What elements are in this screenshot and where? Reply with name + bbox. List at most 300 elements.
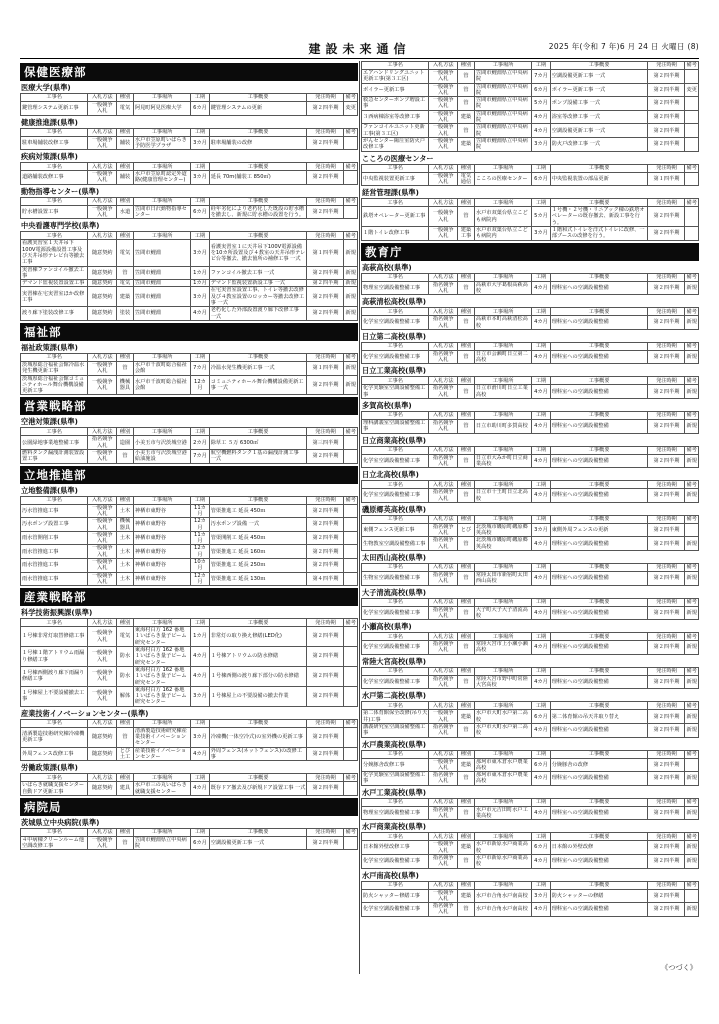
header-note: 備考 bbox=[345, 774, 356, 781]
header-note: 備考 bbox=[345, 829, 356, 836]
cell-note bbox=[344, 686, 358, 706]
cell-place: 神栖市東野谷 bbox=[133, 518, 190, 532]
cell-timing: 第２四半期 bbox=[307, 266, 344, 280]
cell-summary: 冷温水発生機更新工事 一式 bbox=[209, 361, 307, 375]
cell-method: 随意契約 bbox=[88, 287, 117, 307]
cell-timing: 第２四半期 bbox=[307, 782, 344, 796]
cell-method: 一般競争入札 bbox=[88, 171, 117, 185]
cell-name: 鉄塔オペレーター更新工事 bbox=[362, 207, 429, 227]
cell-summary: 経年劣化により老朽化した既設の貯水槽を撤去し、新規に貯水槽の設置を行う。 bbox=[209, 205, 307, 219]
cell-summary: 理科室への空調設備整備 bbox=[550, 571, 648, 585]
project-table bbox=[20, 162, 358, 185]
header-period: 工期 bbox=[532, 702, 551, 710]
cell-period: 12カ月 bbox=[191, 545, 210, 559]
department-heading: 立地推進部 bbox=[20, 466, 358, 484]
table-row bbox=[362, 758, 699, 772]
table-row bbox=[362, 97, 699, 111]
cell-name: 分娩豚舎改修工事 bbox=[362, 758, 429, 772]
header-period: 工期 bbox=[191, 496, 210, 504]
cell-summary: 日本館の外壁改修 bbox=[550, 841, 648, 855]
header-type: 種別 bbox=[458, 633, 475, 641]
cell-note bbox=[685, 110, 699, 124]
header-summary: 工事概要 bbox=[550, 702, 648, 710]
cell-type: 管 bbox=[458, 772, 475, 786]
header-note: 備考 bbox=[686, 412, 697, 419]
cell-period: 4カ月 bbox=[532, 772, 551, 786]
cell-type: 管 bbox=[458, 124, 475, 138]
division-heading: 日立第二高校(県準) bbox=[362, 331, 427, 341]
header-name: 工事名 bbox=[362, 667, 429, 675]
cell-place: 水戸市新原水戸商業高校 bbox=[474, 854, 531, 868]
cell-timing: 第２四半期 bbox=[307, 375, 344, 395]
department-heading: 病院局 bbox=[20, 798, 358, 816]
cell-timing: 第１四半期 bbox=[307, 240, 344, 266]
table-row bbox=[362, 710, 699, 724]
cell-summary: 冷凍機(一体空冷式)の室外機の更新工事 bbox=[209, 727, 307, 747]
cell-place: 東海村白方 162 番地１いばらき量子ビーム研究センター bbox=[133, 627, 190, 647]
table-header-row bbox=[21, 828, 358, 836]
header-timing: 発注時期 bbox=[648, 881, 685, 889]
cell-name: 雨水管推進工事 bbox=[21, 545, 88, 559]
cell-summary: 延長 70m(舗装工 850㎡) bbox=[209, 171, 307, 185]
cell-period: 12カ月 bbox=[191, 375, 210, 395]
cell-timing: 第２四半期 bbox=[648, 758, 685, 772]
cell-summary: １号棟アトリウムの防水修繕 bbox=[209, 647, 307, 667]
cell-timing: 第２四半期 bbox=[648, 523, 685, 537]
division-heading: 産業技術イノベーションセンター(県準) bbox=[21, 708, 149, 718]
division-heading: 日立北高校(県準) bbox=[362, 470, 419, 480]
table-header-row bbox=[362, 881, 699, 889]
header-note: 備考 bbox=[345, 619, 356, 626]
cell-place: 小美玉市与沢茨城空港 bbox=[133, 436, 190, 450]
header-method: 入札方法 bbox=[429, 412, 458, 420]
header-note: 備考 bbox=[686, 702, 697, 709]
cell-note: 新規 bbox=[685, 454, 699, 468]
cell-name: デマンド監視装置設置工事 bbox=[21, 280, 88, 287]
header-method: 入札方法 bbox=[429, 750, 458, 758]
header-period: 工期 bbox=[532, 881, 551, 889]
cell-timing: 第２四半期 bbox=[648, 97, 685, 111]
header-type: 種別 bbox=[117, 619, 134, 627]
cell-period: 3カ月 bbox=[532, 523, 551, 537]
cell-place: 水戸市双葉台県立こども病院内 bbox=[474, 207, 531, 227]
cell-period: 3カ月 bbox=[191, 287, 210, 307]
cell-place: 那珂市東木倉水戸農業高校 bbox=[474, 758, 531, 772]
table-row bbox=[362, 281, 699, 295]
table-row bbox=[21, 647, 358, 667]
cell-type: 建築 bbox=[458, 841, 475, 855]
cell-timing: 第２四半期 bbox=[648, 70, 685, 84]
cell-type: 電気 bbox=[117, 240, 134, 266]
header-method: 入札方法 bbox=[88, 197, 117, 205]
cell-name: 化学室空調設備整備工事 bbox=[362, 854, 429, 868]
header-name: 工事名 bbox=[362, 798, 429, 806]
header-name: 工事名 bbox=[362, 750, 429, 758]
header-method: 入札方法 bbox=[88, 496, 117, 504]
project-table bbox=[361, 446, 699, 469]
header-place: 工事場所 bbox=[474, 342, 531, 350]
cell-type: 土木 bbox=[117, 558, 134, 572]
header-period: 工期 bbox=[532, 750, 551, 758]
header-summary: 工事概要 bbox=[209, 128, 307, 136]
header-name: 工事名 bbox=[21, 619, 88, 627]
table-row bbox=[362, 537, 699, 551]
header-summary: 工事概要 bbox=[209, 774, 307, 782]
header-period: 工期 bbox=[532, 164, 551, 172]
cell-type: 管 bbox=[117, 727, 134, 747]
cell-type: 管 bbox=[458, 606, 475, 620]
cell-summary: 理科室への空調設備整備 bbox=[550, 723, 648, 737]
cell-summary: 中央監視装置の部品更新 bbox=[550, 172, 648, 186]
project-table bbox=[361, 832, 699, 868]
header-type: 種別 bbox=[117, 353, 134, 361]
table-row bbox=[21, 747, 358, 761]
header-summary: 工事概要 bbox=[209, 163, 307, 171]
header-type: 種別 bbox=[458, 446, 475, 454]
header-summary: 工事概要 bbox=[209, 828, 307, 836]
cell-method: 一般競争入札 bbox=[429, 70, 458, 84]
cell-summary: コミュニティホール舞台機構設備更新工事 一式 bbox=[209, 375, 307, 395]
cell-method: 一般競争入札 bbox=[429, 758, 458, 772]
division-heading: 小瀬高校(県準) bbox=[362, 622, 412, 632]
header-summary: 工事概要 bbox=[550, 833, 648, 841]
cell-method: 指名競争入札 bbox=[429, 903, 458, 917]
cell-timing: 第２四半期 bbox=[648, 385, 685, 399]
cell-period: 6カ月 bbox=[191, 102, 210, 116]
division-heading: 福祉政策課(県準) bbox=[21, 342, 78, 352]
cell-place: 東海村白方 162 番地１いばらき量子ビーム研究センター bbox=[133, 686, 190, 706]
header-place: 工事場所 bbox=[474, 446, 531, 454]
cell-place: 阿見町阿見医療大学 bbox=[133, 102, 190, 116]
cell-name: がんセンター陽圧室防火戸改修工事 bbox=[362, 137, 429, 151]
cell-summary: 老朽化した外部設置渡り廊下改修工事 一式 bbox=[209, 307, 307, 321]
cell-type: 防水 bbox=[117, 666, 134, 686]
header-period: 工期 bbox=[532, 273, 551, 281]
cell-method: 指名競争入札 bbox=[429, 350, 458, 364]
header-type: 種別 bbox=[117, 232, 134, 240]
cell-name: エアハンドリングユニット更新工事(第３工区) bbox=[362, 70, 429, 84]
header-name: 工事名 bbox=[362, 308, 429, 316]
cell-type: 舗装 bbox=[117, 171, 134, 185]
header-note: 備考 bbox=[686, 199, 697, 206]
header-place: 工事場所 bbox=[133, 232, 190, 240]
cell-note: 新規 bbox=[344, 361, 358, 375]
cell-summary: 外周フェンス(ネットフェンス)の改修工事 bbox=[209, 747, 307, 761]
cell-place: 大子町大子大子清流高校 bbox=[474, 606, 531, 620]
header-summary: 工事概要 bbox=[209, 719, 307, 727]
cell-period: 6カ月 bbox=[532, 83, 551, 97]
table-header-row bbox=[21, 232, 358, 240]
header-period: 工期 bbox=[532, 199, 551, 207]
cell-timing: 第２四半期 bbox=[648, 710, 685, 724]
header-method: 入札方法 bbox=[88, 428, 117, 436]
header-note: 備考 bbox=[345, 496, 356, 503]
cell-name: 物理室空調設備整備工事 bbox=[362, 806, 429, 820]
cell-name: いばらき就職支援センター自動ドア更新工事 bbox=[21, 782, 88, 796]
header-type: 種別 bbox=[458, 308, 475, 316]
table-header-row bbox=[362, 563, 699, 571]
right-column bbox=[361, 61, 699, 918]
cell-name: １号棟非常灯取替修繕工事 bbox=[21, 627, 88, 647]
cell-period: 4カ月 bbox=[191, 747, 210, 761]
cell-period: 4カ月 bbox=[532, 675, 551, 689]
header-type: 種別 bbox=[117, 197, 134, 205]
table-row bbox=[21, 782, 358, 796]
table-row bbox=[21, 686, 358, 706]
cell-method: 指名競争入札 bbox=[429, 723, 458, 737]
header-method: 入札方法 bbox=[429, 377, 458, 385]
header-summary: 工事概要 bbox=[550, 481, 648, 489]
cell-period: 7カ月 bbox=[191, 361, 210, 375]
cell-timing: 第２四半期 bbox=[307, 171, 344, 185]
cell-place: 北茨城市磯原町磯原郷英高校 bbox=[474, 537, 531, 551]
header-place: 工事場所 bbox=[133, 163, 190, 171]
cell-place: 笠間市鯉淵 bbox=[133, 287, 190, 307]
cell-type: 造園 bbox=[117, 436, 134, 450]
header-method: 入札方法 bbox=[429, 342, 458, 350]
cell-note: 新規 bbox=[685, 281, 699, 295]
cell-place: 水戸市千波町総合福祉会館 bbox=[133, 361, 190, 375]
cell-period: 4カ月 bbox=[532, 854, 551, 868]
table-row bbox=[362, 454, 699, 468]
header-type: 種別 bbox=[458, 62, 475, 70]
cell-timing: 第２四半期 bbox=[307, 686, 344, 706]
table-row bbox=[362, 227, 699, 241]
newspaper-title: 建設未来通信 bbox=[308, 42, 411, 56]
cell-name: 化学室空調設備整備工事 bbox=[362, 675, 429, 689]
cell-type: 管 bbox=[117, 361, 134, 375]
cell-summary: 東側外周フェンスの更新 bbox=[550, 523, 648, 537]
header-timing: 発注時期 bbox=[307, 128, 344, 136]
cell-period: 6カ月 bbox=[191, 205, 210, 219]
cell-method: 一般競争入札 bbox=[88, 518, 117, 532]
header-note: 備考 bbox=[345, 94, 356, 101]
cell-note bbox=[685, 124, 699, 138]
header-method: 入札方法 bbox=[429, 481, 458, 489]
header-name: 工事名 bbox=[362, 342, 429, 350]
header-type: 種別 bbox=[458, 598, 475, 606]
cell-method: 一般競争入札 bbox=[429, 97, 458, 111]
table-row bbox=[362, 124, 699, 138]
cell-timing: 第２四半期 bbox=[307, 307, 344, 321]
header-summary: 工事概要 bbox=[550, 667, 648, 675]
header-type: 種別 bbox=[117, 163, 134, 171]
division-heading: 常陸大宮高校(県準) bbox=[362, 656, 427, 666]
table-row bbox=[21, 205, 358, 219]
cell-note bbox=[344, 782, 358, 796]
header-type: 種別 bbox=[458, 481, 475, 489]
header-period: 工期 bbox=[532, 446, 551, 454]
cell-place: 笠間市鯉淵 bbox=[133, 280, 190, 287]
cell-name: 化学室空調設備整備工事 bbox=[362, 350, 429, 364]
cell-note: 新規 bbox=[685, 841, 699, 855]
header-timing: 発注時期 bbox=[648, 308, 685, 316]
table-header-row bbox=[362, 481, 699, 489]
header-name: 工事名 bbox=[362, 702, 429, 710]
cell-summary: 空調設備更新工事 一式 bbox=[550, 124, 648, 138]
header-type: 種別 bbox=[458, 342, 475, 350]
header-method: 入札方法 bbox=[429, 598, 458, 606]
cell-timing: 第２四半期 bbox=[307, 545, 344, 559]
table-row bbox=[21, 102, 358, 116]
header-type: 種別 bbox=[458, 798, 475, 806]
cell-period: 6カ月 bbox=[191, 836, 210, 850]
table-row bbox=[21, 558, 358, 572]
cell-timing: 第２四半期 bbox=[307, 836, 344, 850]
department-heading: 保健医療部 bbox=[20, 63, 358, 81]
cell-timing: 第２四半期 bbox=[648, 537, 685, 551]
cell-method: 一般競争入札 bbox=[88, 450, 117, 464]
cell-type: 電気通信 bbox=[458, 172, 475, 186]
header-period: 工期 bbox=[532, 412, 551, 420]
cell-place: 水戸市大町水戸第二高校 bbox=[474, 723, 531, 737]
table-row bbox=[362, 385, 699, 399]
cell-summary: 非常灯の取り換え修繕(LED化) bbox=[209, 627, 307, 647]
header-note: 備考 bbox=[686, 377, 697, 384]
cell-period: 4カ月 bbox=[191, 307, 210, 321]
cell-place: 産業技術イノベーションセンター bbox=[133, 747, 190, 761]
table-row bbox=[362, 903, 699, 917]
cell-summary: 理科室への空調設備整備 bbox=[550, 606, 648, 620]
header-timing: 発注時期 bbox=[307, 496, 344, 504]
division-heading: 中央看護専門学校(県準) bbox=[21, 221, 100, 231]
cell-type: 管 bbox=[458, 350, 475, 364]
table-row bbox=[21, 836, 358, 850]
cell-period: 11カ月 bbox=[191, 531, 210, 545]
cell-type: 管 bbox=[458, 207, 475, 227]
cell-type: 土木 bbox=[117, 504, 134, 518]
cell-name: ４中病棟クリーンルーム他空調改修工事 bbox=[21, 836, 88, 850]
header-summary: 工事概要 bbox=[209, 619, 307, 627]
cell-type: 塗装 bbox=[117, 307, 134, 321]
table-row bbox=[362, 854, 699, 868]
cell-type: 管 bbox=[458, 854, 475, 868]
cell-name: 汚水管推進工事 bbox=[21, 504, 88, 518]
header-note: 備考 bbox=[686, 343, 697, 350]
cell-summary: 管渠推進工 延長 450ｍ bbox=[209, 504, 307, 518]
cell-note bbox=[344, 558, 358, 572]
header-period: 工期 bbox=[191, 353, 210, 361]
header-place: 工事場所 bbox=[474, 598, 531, 606]
cell-type: 管 bbox=[117, 450, 134, 464]
table-row bbox=[21, 266, 358, 280]
header-method: 入札方法 bbox=[88, 719, 117, 727]
cell-period: 6カ月 bbox=[532, 710, 551, 724]
table-row bbox=[21, 287, 358, 307]
table-row bbox=[362, 772, 699, 786]
cell-period: 4カ月 bbox=[191, 666, 210, 686]
header-method: 入札方法 bbox=[429, 702, 458, 710]
cell-name: 雨水管開削工事 bbox=[21, 531, 88, 545]
cell-type: 土木 bbox=[117, 572, 134, 586]
header-name: 工事名 bbox=[21, 163, 88, 171]
cell-note bbox=[685, 172, 699, 186]
table-row bbox=[21, 504, 358, 518]
header-type: 種別 bbox=[458, 515, 475, 523]
header-name: 工事名 bbox=[362, 481, 429, 489]
header-summary: 工事概要 bbox=[550, 515, 648, 523]
cell-period: 3カ月 bbox=[191, 727, 210, 747]
cell-timing: 第２四半期 bbox=[307, 287, 344, 307]
cell-place: 北茨城市磯原町磯原郷英高校 bbox=[474, 523, 531, 537]
cell-period: 4カ月 bbox=[532, 641, 551, 655]
header-place: 工事場所 bbox=[474, 833, 531, 841]
table-row bbox=[362, 350, 699, 364]
cell-note: 新規 bbox=[685, 675, 699, 689]
header-method: 入札方法 bbox=[429, 563, 458, 571]
cell-note: 新規 bbox=[685, 316, 699, 330]
cell-timing: 第２四半期 bbox=[307, 727, 344, 747]
cell-place: 日立市会瀬町日立第二高校 bbox=[474, 350, 531, 364]
cell-summary: 理科室への空調設備整備 bbox=[550, 641, 648, 655]
header-timing: 発注時期 bbox=[648, 598, 685, 606]
table-row bbox=[21, 627, 358, 647]
cell-type: 電気 bbox=[117, 280, 134, 287]
header-summary: 工事概要 bbox=[550, 446, 648, 454]
cell-timing: 第２四半期 bbox=[648, 723, 685, 737]
cell-type: 土木 bbox=[117, 545, 134, 559]
cell-timing: 第２四半期 bbox=[307, 504, 344, 518]
header-period: 工期 bbox=[532, 62, 551, 70]
cell-timing: 第２四半期 bbox=[648, 124, 685, 138]
cell-summary: 既存ドア撤去及び新規ドア設置工事 一式 bbox=[209, 782, 307, 796]
header-method: 入札方法 bbox=[429, 881, 458, 889]
cell-type: 管 bbox=[458, 723, 475, 737]
cell-summary: ファンコイル撤去工事 一式 bbox=[209, 266, 307, 280]
cell-name: 燃料タンク漏洩計測装置設置工事 bbox=[21, 450, 88, 464]
table-header-row bbox=[21, 163, 358, 171]
cell-note: 新規 bbox=[685, 537, 699, 551]
header-note: 備考 bbox=[345, 198, 356, 205]
header-note: 備考 bbox=[345, 232, 356, 239]
header-timing: 発注時期 bbox=[307, 163, 344, 171]
table-row bbox=[21, 518, 358, 532]
cell-timing: 第４四半期 bbox=[307, 572, 344, 586]
header-method: 入札方法 bbox=[429, 833, 458, 841]
cell-timing: 第２四半期 bbox=[648, 207, 685, 227]
cell-summary: 汚水ポンプ設備 一式 bbox=[209, 518, 307, 532]
project-table bbox=[20, 618, 358, 707]
cell-type: 管 bbox=[458, 385, 475, 399]
cell-timing: 第２四半期 bbox=[307, 747, 344, 761]
cell-method: 一般競争入札 bbox=[88, 375, 117, 395]
cell-place: 笠間市鯉淵 bbox=[133, 240, 190, 266]
header-timing: 発注時期 bbox=[648, 342, 685, 350]
cell-timing: 第２四半期 bbox=[648, 83, 685, 97]
cell-place: 水戸市大町水戸第二高校 bbox=[474, 710, 531, 724]
header-note: 備考 bbox=[686, 633, 697, 640]
cell-method: 一般競争入札 bbox=[88, 558, 117, 572]
cell-summary: 防火シャッターの修繕 bbox=[550, 889, 648, 903]
cell-period: 4カ月 bbox=[191, 647, 210, 667]
cell-note bbox=[685, 207, 699, 227]
cell-name: ボイラー更新工事 bbox=[362, 83, 429, 97]
cell-method: 随意契約 bbox=[88, 307, 117, 321]
header-method: 入札方法 bbox=[429, 62, 458, 70]
cell-type: 管 bbox=[117, 266, 134, 280]
header-place: 工事場所 bbox=[133, 719, 190, 727]
cell-type: 電気 bbox=[117, 102, 134, 116]
cell-summary: 防火戸改修工事 一式 bbox=[550, 137, 648, 151]
cell-period: 4カ月 bbox=[532, 571, 551, 585]
cell-method: 随意契約 bbox=[88, 266, 117, 280]
cell-note: 新規 bbox=[685, 710, 699, 724]
cell-type: 建築 bbox=[458, 710, 475, 724]
table-header-row bbox=[362, 273, 699, 281]
cell-name: 実習棟ファンコイル撤去工事 bbox=[21, 266, 88, 280]
header-place: 工事場所 bbox=[474, 515, 531, 523]
header-name: 工事名 bbox=[21, 774, 88, 782]
